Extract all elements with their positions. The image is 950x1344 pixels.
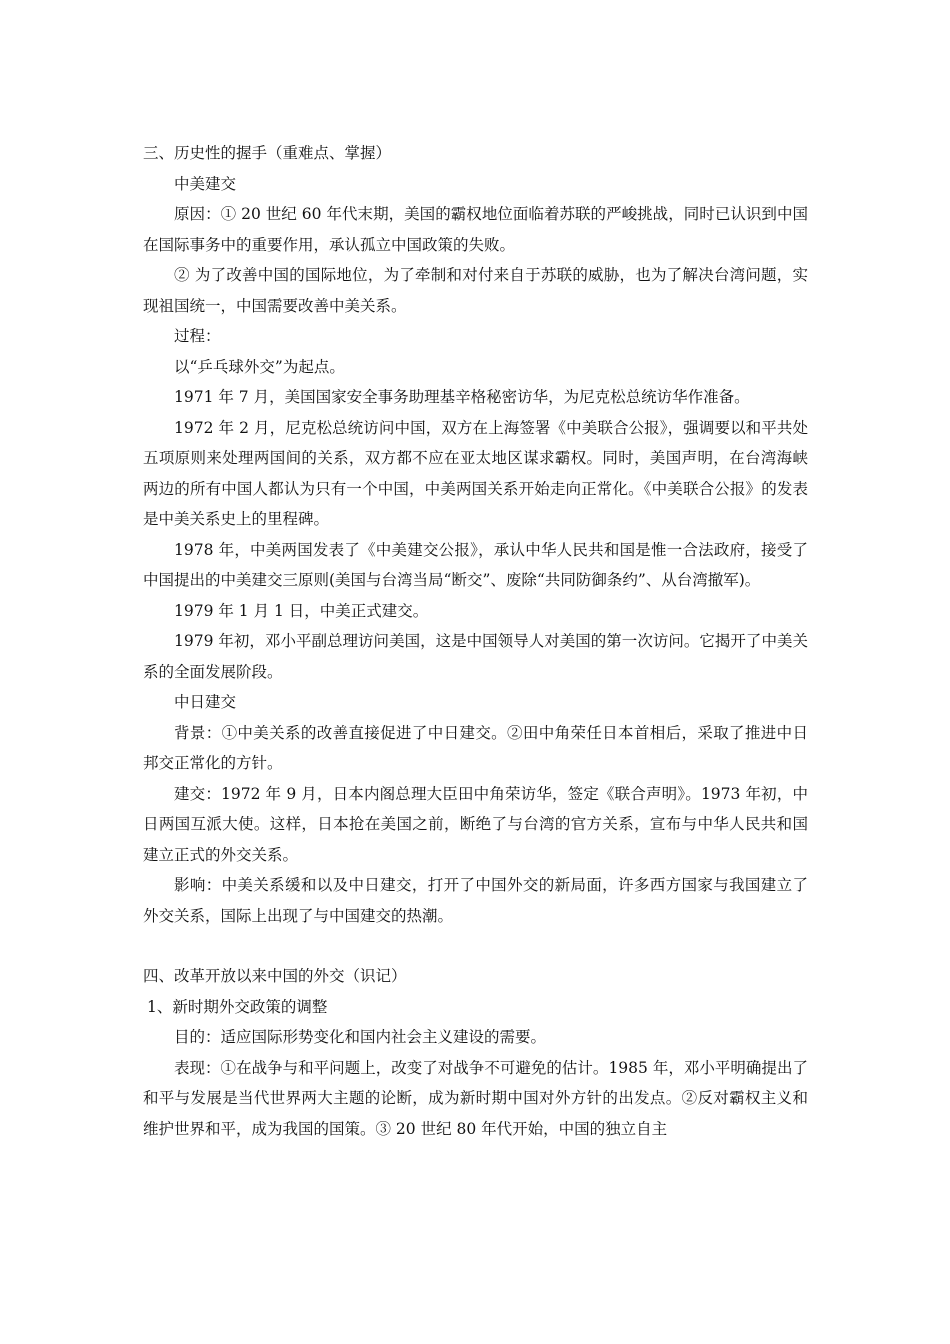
section3-title: 三、历史性的握手（重难点、掌握）: [143, 144, 392, 162]
sino-us-cause1: 原因：① 20 世纪 60 年代末期，美国的霸权地位面临着苏联的严峻挑战，同时已认识到中国在国际事务中的重要作用，承认孤立中国政策的失败。: [143, 205, 808, 254]
sino-us-cause2: ② 为了改善中国的国际地位，为了牵制和对付来自于苏联的威胁，也为了解决台湾问题，实现祖国统一，中国需要改善中美关系。: [143, 266, 808, 315]
sino-japan-background: 背景：①中美关系的改善直接促进了中日建交。②田中角荣任日本首相后，采取了推进中日邦交正常化的方针。: [143, 723, 808, 772]
sino-us-p2: 1971 年 7 月，美国国家安全事务助理基辛格秘密访华，为尼克松总统访华作准备。: [174, 388, 750, 406]
section4-purpose: 目的：适应国际形势变化和国内社会主义建设的需要。: [174, 1028, 547, 1046]
section4-sub1-heading: 1、新时期外交政策的调整: [147, 997, 328, 1016]
document-page: [143, 138, 808, 1144]
section4-title: 四、改革开放以来中国的外交（识记）: [143, 967, 407, 985]
sino-us-p3: 1972 年 2 月，尼克松总统访问中国，双方在上海签署《中美联合公报》，强调要以和平共处五项原则来处理两国间的关系，双方都不应在亚太地区谋求霸权。同时，美国声明，在台湾海峡两边的所有中国人都认为只有一个中国，中美两国关系开始走向正常化。《中美联合公报》的发表是中美关系史上的里程碑。: [143, 418, 808, 528]
sino-us-p6: 1979 年初，邓小平副总理访问美国，这是中国领导人对美国的第一次访问。它揭开了中美关系的全面发展阶段。: [143, 632, 808, 681]
sino-japan-heading: 中日建交: [174, 693, 237, 711]
sino-us-p5: 1979 年 1 月 1 日，中美正式建交。: [174, 601, 429, 620]
section-gap: [143, 931, 808, 961]
sino-us-heading: 中美建交: [174, 174, 237, 193]
sino-us-p1: 以“乒乓球外交”为起点。: [174, 357, 345, 376]
sino-us-p4: 1978 年，中美两国发表了《中美建交公报》，承认中华人民共和国是惟一合法政府，接受了中国提出的中美建交三原则(美国与台湾当局“断交”、废除“共同防御条约”、从台湾撤军)。: [143, 540, 808, 589]
sino-japan-establish: 建交：1972 年 9 月，日本内阁总理大臣田中角荣访华，签定《联合声明》。1973 年初，中日两国互派大使。这样，日本抢在美国之前，断绝了与台湾的官方关系，宣布与中华人民共和国建立正式的外交关系。: [143, 784, 808, 864]
sino-japan-impact: 影响：中美关系缓和以及中日建交，打开了中国外交的新局面，许多西方国家与我国建立了外交关系，国际上出现了与中国建交的热潮。: [143, 876, 808, 925]
section4-manifest: 表现：①在战争与和平问题上，改变了对战争不可避免的估计。1985 年，邓小平明确提出了和平与发展是当代世界两大主题的论断，成为新时期中国对外方针的出发点。②反对霸权主义和维护世界和平，成为我国的国策。③ 20 世纪 80 年代开始，中国的独立自主: [143, 1058, 808, 1138]
sino-us-process-label: 过程：: [174, 327, 221, 345]
